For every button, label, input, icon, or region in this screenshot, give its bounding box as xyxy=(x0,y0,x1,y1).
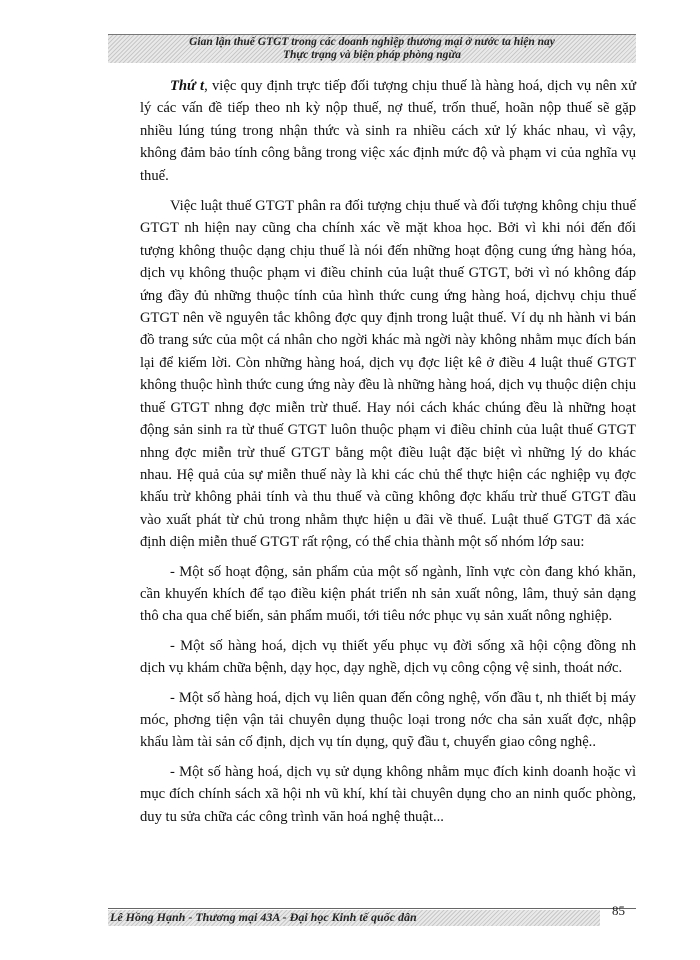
header-title: Gian lận thuế GTGT trong các doanh nghiệp thương mại ở nước ta hiện nay xyxy=(189,36,555,48)
list-item: - Một số hoạt động, sản phẩm của một số ngành, lĩnh vực còn đang khó khăn, cần khuyến khích để tạo điều kiện phát triển nh sản xuất nông, lâm, thuỷ sản dạng thô cha qua chế biến, sản phẩm muối, tới tiêu nớc phục vụ sản xuất nông nghiệp. xyxy=(140,563,636,625)
header-subtitle: Thực trạng và biện pháp phòng ngừa xyxy=(282,49,461,61)
list-item: - Một số hàng hoá, dịch vụ liên quan đến công nghệ, vốn đầu t, nh thiết bị máy móc, phơng tiện vận tải chuyên dụng thuộc loại trong nớc cha sản xuất đợc, nhập khẩu làm tài sản cố định, dịch vụ tín dụng, quỹ đầu t, chuyển giao công nghệ.. xyxy=(140,689,636,751)
paragraph-1-text: , việc quy định trực tiếp đối tượng chịu thuế là hàng hoá, dịch vụ nên xử lý các vấn đề tiếp theo nh kỳ nộp thuế, nợ thuế, trốn thuế, hoãn nộp thuế sẽ gặp nhiều lúng túng trong nhận thức và sinh ra nhiều cách xử lý khác nhau, vì vậy, không đảm bảo tính công bằng trong việc xác định mức độ và phạm vi của nghĩa vụ thuế. xyxy=(140,78,636,184)
paragraph-lead: Thứ t xyxy=(170,78,205,94)
paragraph-2: Việc luật thuế GTGT phân ra đối tượng chịu thuế và đối tượng không chịu thuế GTGT nh hiện nay cũng cha chính xác về mặt khoa học. Bởi vì khi nói đến đối tượng không thuộc dạng chịu thuế là nói đến những hoạt động cung ứng hàng hóa, dịch vụ không thuộc phạm vi điều chỉnh của luật thuế GTGT, bởi vì nó không đáp ứng đầy đủ những thuộc tính của hình thức cung ứng hàng hoá, dịchvụ chịu thuế GTGT nên về nguyên tắc không đợc quy định trong luật thuế. Ví dụ nh hành vi bán đồ trang sức của một cá nhân cho ngời khác mà ngời này không nhằm mục đích bán lại để kiếm lời. Còn những hàng hoá, dịch vụ đợc liệt kê ở điều 4 luật thuế GTGT không thuộc hình thức cung ứng này đều là những hàng hoá, dịch vụ thuộc diện chịu thuế GTGT nhng đợc miễn trừ thuế. Hay nói cách khác chúng đều là những hoạt động sản sinh ra từ thuế GTGT luôn thuộc phạm vi điều chỉnh của luật thuế GTGT nhng đợc miễn trừ thuế GTGT bằng một điều luật đặc biệt vì những lý do khác nhau. Hệ quả của sự miễn thuế này là khi các chủ thể thực hiện các nghiệp vụ đợc khấu trừ không phải tính và thu thuế và cũng không đợc khấu trừ thuế GTGT đầu vào xuất phát từ chủ trong nhằm thực hiện u đãi về thuế. Luật thuế GTGT đã xác định diện miễn thuế GTGT rất rộng, có thể chia thành một số nhóm lớp sau: xyxy=(140,198,636,551)
page-number: 85 xyxy=(612,903,625,918)
list-item: - Một số hàng hoá, dịch vụ thiết yếu phục vụ đời sống xã hội cộng đồng nh dịch vụ khám chữa bệnh, dạy học, dạy nghề, dịch vụ công cộng vệ sinh, thoát nớc. xyxy=(140,637,636,677)
page-header xyxy=(108,34,636,63)
footer-author: Lê Hồng Hạnh - Thương mại 43A - Đại học Kinh tế quốc dân xyxy=(110,910,417,924)
paragraph-1 xyxy=(140,75,636,187)
list-item: - Một số hàng hoá, dịch vụ sử dụng không nhằm mục đích kinh doanh hoặc vì mục đích chính sách xã hội nh vũ khí, khí tài chuyên dụng cho an ninh quốc phòng, duy tu sửa chữa các công trình văn hoá nghệ thuật... xyxy=(140,763,636,825)
body-text xyxy=(140,75,636,835)
